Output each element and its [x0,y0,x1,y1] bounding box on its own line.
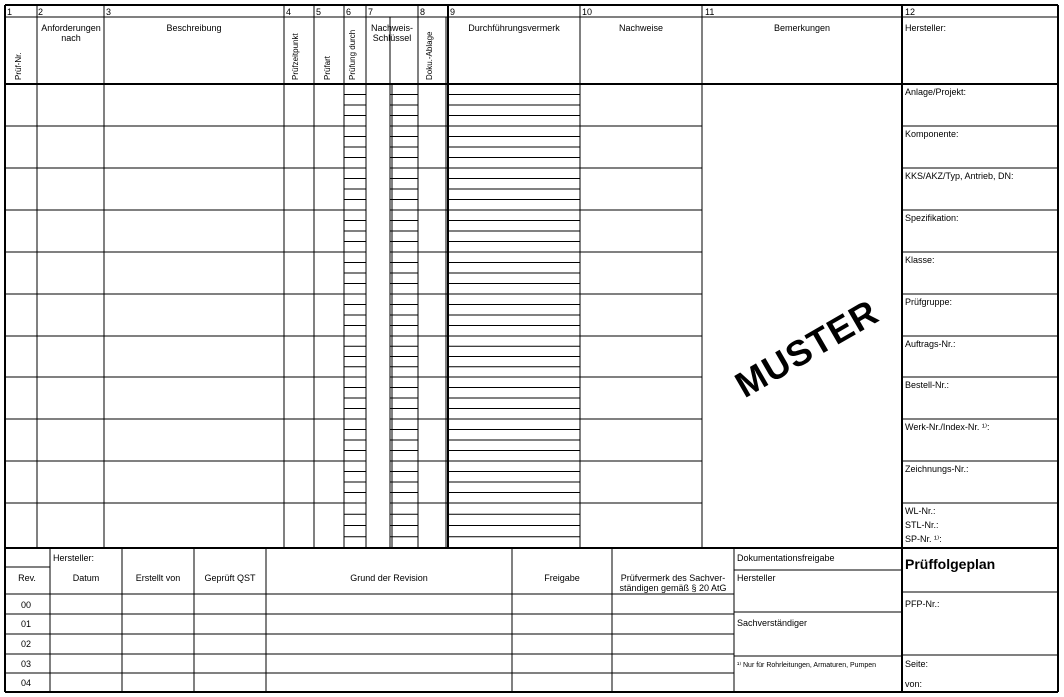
rev-row-00: 00 [21,600,32,610]
header-nachweise: Nachweise [618,23,664,33]
header-nachweis: Nachweis- [370,23,413,33]
field-klasse: Klasse: [905,255,935,265]
title-pfp-nr: PFP-Nr.: [905,599,940,609]
rev-row-03: 03 [21,659,32,669]
rev-hersteller-label: Hersteller: [53,553,95,563]
muster-watermark: MUSTER [728,291,886,406]
field-zeichnungs-nr: Zeichnungs-Nr.: [905,464,969,474]
col-num-3: 3 [106,7,112,17]
col-num-11: 11 [705,7,715,17]
header-pruefung-durch: Prüfung durch [348,29,357,80]
rev-row-02: 02 [21,639,32,649]
header-bemerkungen: Bemerkungen [773,23,831,33]
doc-release-footnote: ¹⁾ Nur für Rohrleitungen, Armaturen, Pumpen [737,662,877,669]
col-num-12: 12 [905,7,916,17]
rev-row-04: 04 [21,678,32,688]
rev-header-pruefvermerk-2: ständigen gemäß § 20 AtG [619,583,727,593]
rev-header-freigabe: Freigabe [544,573,580,583]
field-bestell-nr: Bestell-Nr.: [905,380,950,390]
rev-header-pruefvermerk: Prüfvermerk des Sachver- [620,573,726,583]
col-num-6: 6 [346,7,352,17]
field-spezifikation: Spezifikation: [905,213,959,223]
header-doku-ablage: Doku.-Ablage [425,31,434,80]
header-hersteller: Hersteller: [905,23,947,33]
rev-header-grund: Grund der Revision [350,573,428,583]
rev-header-erstellt: Erstellt von [135,573,181,583]
header-pruef-nr: Prüf-Nr. [14,52,23,80]
field-stl-nr: STL-Nr.: [905,520,939,530]
rev-header-rev: Rev. [18,573,36,583]
rev-header-geprueft: Geprüft QST [204,573,256,583]
col-num-9: 9 [450,7,456,17]
header-pruefart: Prüfart [323,55,332,80]
field-sp-nr: SP-Nr. ¹⁾: [905,534,942,544]
header-durchfuehrungsvermerk: Durchführungsvermerk [468,23,560,33]
col-num-1: 1 [7,7,13,17]
col-num-7: 7 [368,7,374,17]
col-num-2: 2 [38,7,44,17]
header-nachweis-schluessel: Schlüssel [372,33,412,43]
col-num-10: 10 [582,7,593,17]
doc-release-hersteller: Hersteller [737,573,776,583]
field-komponente: Komponente: [905,129,959,139]
title-von: von: [905,679,923,689]
title-seite: Seite: [905,659,929,669]
field-wl-nr: WL-Nr.: [905,506,936,516]
header-anforderungen-nach: nach [61,33,81,43]
field-werk-nr: Werk-Nr./Index-Nr. ¹⁾: [905,422,990,432]
header-beschreibung: Beschreibung [166,23,222,33]
field-kks-akz: KKS/AKZ/Typ, Antrieb, DN: [905,171,1014,181]
rev-header-datum: Datum [72,573,100,583]
col-num-4: 4 [286,7,292,17]
field-auftrags-nr: Auftrags-Nr.: [905,339,956,349]
col-num-8: 8 [420,7,426,17]
header-anforderungen: Anforderungen [41,23,101,33]
field-anlage-projekt: Anlage/Projekt: [905,87,967,97]
col-num-5: 5 [316,7,322,17]
doc-release-title: Dokumentationsfreigabe [737,553,835,563]
header-pruefzeitpunkt: Prüfzeitpunkt [291,33,300,80]
title-pruffolgeplan: Prüffolgeplan [905,556,996,572]
rev-row-01: 01 [21,619,32,629]
field-pruefgruppe: Prüfgruppe: [905,297,953,307]
doc-release-sachverstaendiger: Sachverständiger [737,618,808,628]
